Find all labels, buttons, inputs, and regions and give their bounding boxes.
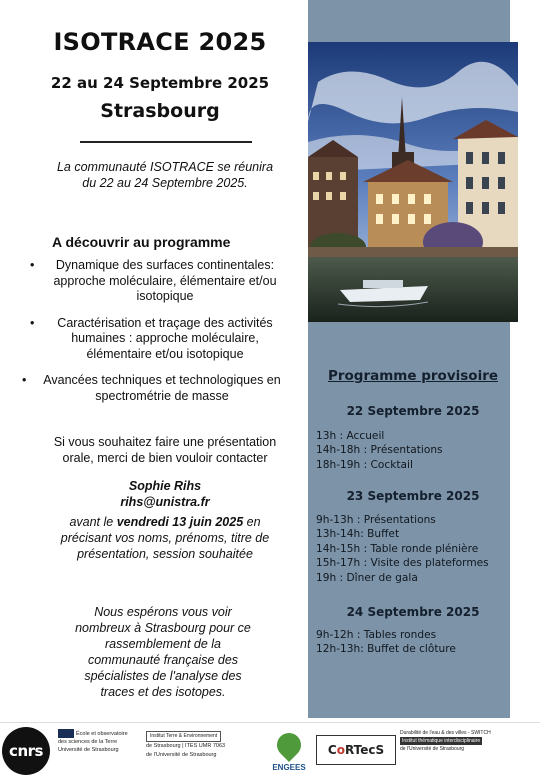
closing-line: traces et des isotopes. [100, 685, 226, 699]
ites-logo [146, 731, 266, 771]
contact-line: orale, merci de bien vouloir contacter [62, 451, 268, 465]
list-item [30, 258, 300, 305]
contact-block [20, 434, 310, 510]
closing-line: Nous espérons vous voir [94, 605, 232, 619]
switch-line-bar: Institut thématique interdisciplinaire [402, 738, 481, 744]
ites-line: de Strasbourg | ITES UMR 7063 [146, 743, 226, 749]
leaf-icon [272, 728, 306, 762]
item-line: spectrométrie de masse [95, 388, 229, 403]
item-line: Caractérisation et traçage des activités [57, 315, 273, 330]
item-line: Avancées techniques et technologiques en [43, 373, 281, 387]
intro-line: La communauté ISOTRACE se réunira [56, 160, 274, 174]
discover-list [0, 258, 310, 404]
closing-line: spécialistes de l'analyse des [84, 669, 242, 683]
schedule-item: 19h : Dîner de gala [316, 571, 418, 584]
switch-logo [400, 729, 538, 775]
engees-logo [268, 727, 310, 777]
partner-logos [0, 722, 540, 780]
deadline-line: présentation, session souhaitée [77, 547, 253, 561]
deadline-line: précisant vos noms, prénoms, titre de [60, 531, 270, 545]
ites-line-box: Institut Terre & Environnement [146, 731, 221, 742]
list-item [30, 316, 300, 363]
eost-line: Université de Strasbourg [58, 747, 119, 753]
schedule-item: 12h-13h: Buffet de clôture [316, 643, 456, 656]
schedule-item: 14h-15h : Table ronde plénière [316, 542, 479, 555]
contact-line: Si vous souhaitez faire une présentation [53, 435, 277, 449]
switch-line [400, 737, 538, 745]
item-line: Dynamique des surfaces continentales: [55, 258, 275, 272]
closing-text [28, 604, 298, 700]
cortecs-part: C [327, 743, 337, 757]
strasbourg-photo [308, 42, 518, 322]
switch-line: Durabilité de l'eau & des villes - SWITCH [400, 730, 491, 736]
deadline-line [20, 514, 310, 530]
intro-line: du 22 au 24 Septembre 2025. [82, 176, 248, 190]
cortecs-part: o [336, 743, 345, 757]
day-1-schedule [316, 429, 512, 472]
event-dates: 22 au 24 Septembre 2025 [50, 74, 270, 92]
day-1-title: 22 Septembre 2025 [346, 404, 480, 418]
deadline-after: en [246, 515, 261, 529]
event-city: Strasbourg [100, 100, 220, 122]
closing-line: nombreux à Strasbourg pour ce [75, 621, 251, 635]
schedule-item: 13h : Accueil [316, 430, 385, 442]
contact-name: Sophie Rihs [128, 479, 202, 493]
bullet-icon: • [30, 258, 35, 272]
intro-text [20, 159, 310, 191]
day-3-schedule [316, 628, 512, 657]
schedule-item: 14h-18h : Présentations [316, 444, 443, 457]
discover-title: A découvrir au programme [52, 234, 231, 250]
ites-line: de l'Université de Strasbourg [146, 752, 217, 758]
eost-line: des sciences de la Terre [58, 739, 118, 745]
engees-label: ENGEES [272, 762, 306, 772]
schedule-item: 15h-17h : Visite des plateformes [316, 557, 489, 570]
closing-line: rassemblement de la [104, 637, 222, 651]
item-line: isotopique [136, 289, 194, 303]
cnrs-logo: cnrs [2, 727, 50, 775]
eost-mark-icon [58, 729, 74, 738]
deadline-date: vendredi 13 juin 2025 [116, 515, 244, 529]
eost-line: École et observatoire [76, 730, 128, 737]
divider [80, 141, 252, 143]
bullet-icon: • [22, 373, 27, 387]
closing-line: communauté française des [87, 653, 239, 667]
bullet-icon: • [30, 315, 35, 330]
item-line: humaines : approche moléculaire, [71, 331, 259, 345]
schedule-item: 9h-12h : Tables rondes [316, 629, 437, 641]
day-2-schedule [316, 513, 512, 585]
eost-logo [58, 729, 140, 773]
schedule-item: 13h-14h: Buffet [316, 528, 400, 541]
ites-line [146, 731, 266, 742]
switch-line: de l'Université de Strasbourg [400, 746, 465, 752]
list-item [22, 373, 302, 404]
schedule-item: 9h-13h : Présentations [316, 514, 436, 526]
event-title: ISOTRACE 2025 [53, 28, 267, 56]
deadline-before: avant le [69, 515, 114, 529]
item-line: élémentaire et/ou isotopique [86, 346, 244, 361]
program-title: Programme provisoire [327, 368, 499, 384]
item-line: approche moléculaire, élémentaire et/ou [53, 273, 277, 288]
day-2-title: 23 Septembre 2025 [346, 489, 480, 503]
contact-email-link[interactable]: rihs@unistra.fr [120, 495, 210, 509]
day-3-title: 24 Septembre 2025 [346, 605, 480, 619]
cortecs-logo [316, 735, 396, 765]
eost-mark-row [58, 729, 140, 738]
deadline-text [20, 514, 310, 562]
schedule-item: 18h-19h : Cocktail [316, 458, 413, 471]
cortecs-part: RTecS [344, 743, 385, 757]
